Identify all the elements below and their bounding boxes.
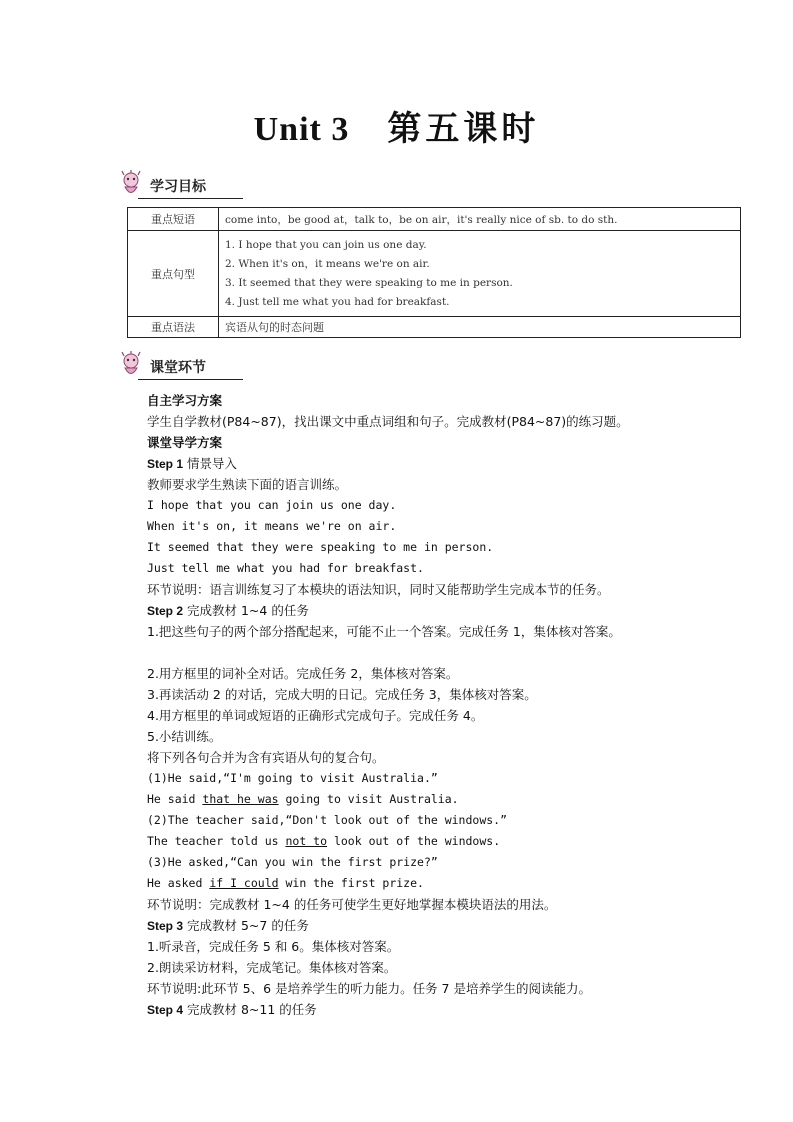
answer-blank: if I could	[209, 876, 279, 890]
answer-text: win the first prize.	[278, 876, 424, 890]
step-heading	[147, 915, 707, 936]
title-lesson: 第五课时	[387, 109, 540, 149]
step-heading	[147, 453, 707, 474]
goals-table	[127, 207, 741, 338]
note: 环节说明：完成教材 1~4 的任务可使学生更好地掌握本模块语法的用法。	[147, 897, 557, 912]
step-label: Step 4	[147, 1003, 184, 1017]
goal-sentence: 2. When it's on，it means we're on air.	[225, 257, 430, 270]
step-heading	[147, 999, 707, 1020]
goal-sentence: 4. Just tell me what you had for breakfast.	[225, 295, 450, 308]
task-item: 1.把这些句子的两个部分搭配起来，可能不止一个答案。完成任务 1，集体核对答案。	[147, 624, 621, 639]
task-item: 2.朗读采访材料，完成笔记。集体核对答案。	[147, 960, 397, 975]
step-title: 完成教材 8~11 的任务	[187, 1002, 317, 1017]
task-item: 1.听录音，完成任务 5 和 6。集体核对答案。	[147, 939, 400, 954]
goal-sentence: 1. I hope that you can join us one day.	[225, 238, 427, 251]
goal-key: 重点语法	[128, 317, 219, 338]
task-item: 3.再读活动 2 的对话，完成大明的日记。完成任务 3，集体核对答案。	[147, 687, 537, 702]
divider	[138, 198, 243, 199]
exercise-question: (3)He asked,“Can you win the first prize?”	[147, 855, 438, 869]
heading: 课堂导学方案	[147, 435, 223, 450]
step-title: 完成教材 1~4 的任务	[187, 603, 309, 618]
step-title: 完成教材 5~7 的任务	[187, 918, 309, 933]
table-row	[128, 231, 741, 317]
exercise-answer	[147, 789, 707, 810]
lesson-content	[147, 390, 707, 1020]
task-item: 2.用方框里的词补全对话。完成任务 2，集体核对答案。	[147, 666, 459, 681]
answer-text: He asked	[147, 876, 210, 890]
task-item: 5.小结训练。	[147, 729, 222, 744]
section-label: 学习目标	[150, 179, 206, 195]
example-sentence: I hope that you can join us one day.	[147, 498, 397, 512]
section-label: 课堂环节	[150, 360, 206, 376]
spacer	[147, 642, 707, 663]
goal-key: 重点短语	[128, 208, 219, 231]
step-label: Step 3	[147, 919, 184, 933]
page-title	[0, 101, 793, 150]
goal-sentences	[219, 231, 741, 317]
divider	[138, 379, 243, 380]
table-row	[128, 317, 741, 338]
answer-text: going to visit Australia.	[278, 792, 459, 806]
section-header-class	[118, 351, 243, 381]
mascot-icon	[118, 351, 144, 381]
exercise-answer	[147, 873, 707, 894]
note: 环节说明：语言训练复习了本模块的语法知识，同时又能帮助学生完成本节的任务。	[147, 582, 610, 597]
exercise-question: (1)He said,“I'm going to visit Australia.”	[147, 771, 438, 785]
goal-key: 重点句型	[128, 231, 219, 317]
paragraph: 将下列各句合并为含有宾语从句的复合句。	[147, 750, 385, 765]
exercise-question: (2)The teacher said,“Don't look out of the windows.”	[147, 813, 508, 827]
note: 环节说明:此环节 5、6 是培养学生的听力能力。任务 7 是培养学生的阅读能力。	[147, 981, 591, 996]
table-row	[128, 208, 741, 231]
mascot-icon	[118, 170, 144, 200]
goal-sentence: 3. It seemed that they were speaking to me in person.	[225, 276, 513, 289]
step-heading	[147, 600, 707, 621]
goal-value: 宾语从句的时态问题	[219, 317, 741, 338]
paragraph: 学生自学教材(P84~87)，找出课文中重点词组和句子。完成教材(P84~87)的练习题。	[147, 414, 629, 429]
step-label: Step 1	[147, 457, 184, 471]
paragraph: 教师要求学生熟读下面的语言训练。	[147, 477, 348, 492]
title-unit: Unit 3	[253, 111, 350, 148]
task-item: 4.用方框里的单词或短语的正确形式完成句子。完成任务 4。	[147, 708, 484, 723]
heading: 自主学习方案	[147, 393, 223, 408]
section-header-goals	[118, 170, 243, 200]
example-sentence: Just tell me what you had for breakfast.	[147, 561, 424, 575]
exercise-answer	[147, 831, 707, 852]
step-title: 情景导入	[187, 456, 238, 471]
example-sentence: When it's on, it means we're on air.	[147, 519, 397, 533]
answer-text: The teacher told us	[147, 834, 286, 848]
goal-value: come into，be good at，talk to，be on air，it's really nice of sb. to do sth.	[219, 208, 741, 231]
answer-blank: that he was	[202, 792, 279, 806]
answer-blank: not to	[285, 834, 328, 848]
answer-text: look out of the windows.	[327, 834, 501, 848]
answer-text: He said	[147, 792, 203, 806]
step-label: Step 2	[147, 604, 184, 618]
example-sentence: It seemed that they were speaking to me in person.	[147, 540, 494, 554]
